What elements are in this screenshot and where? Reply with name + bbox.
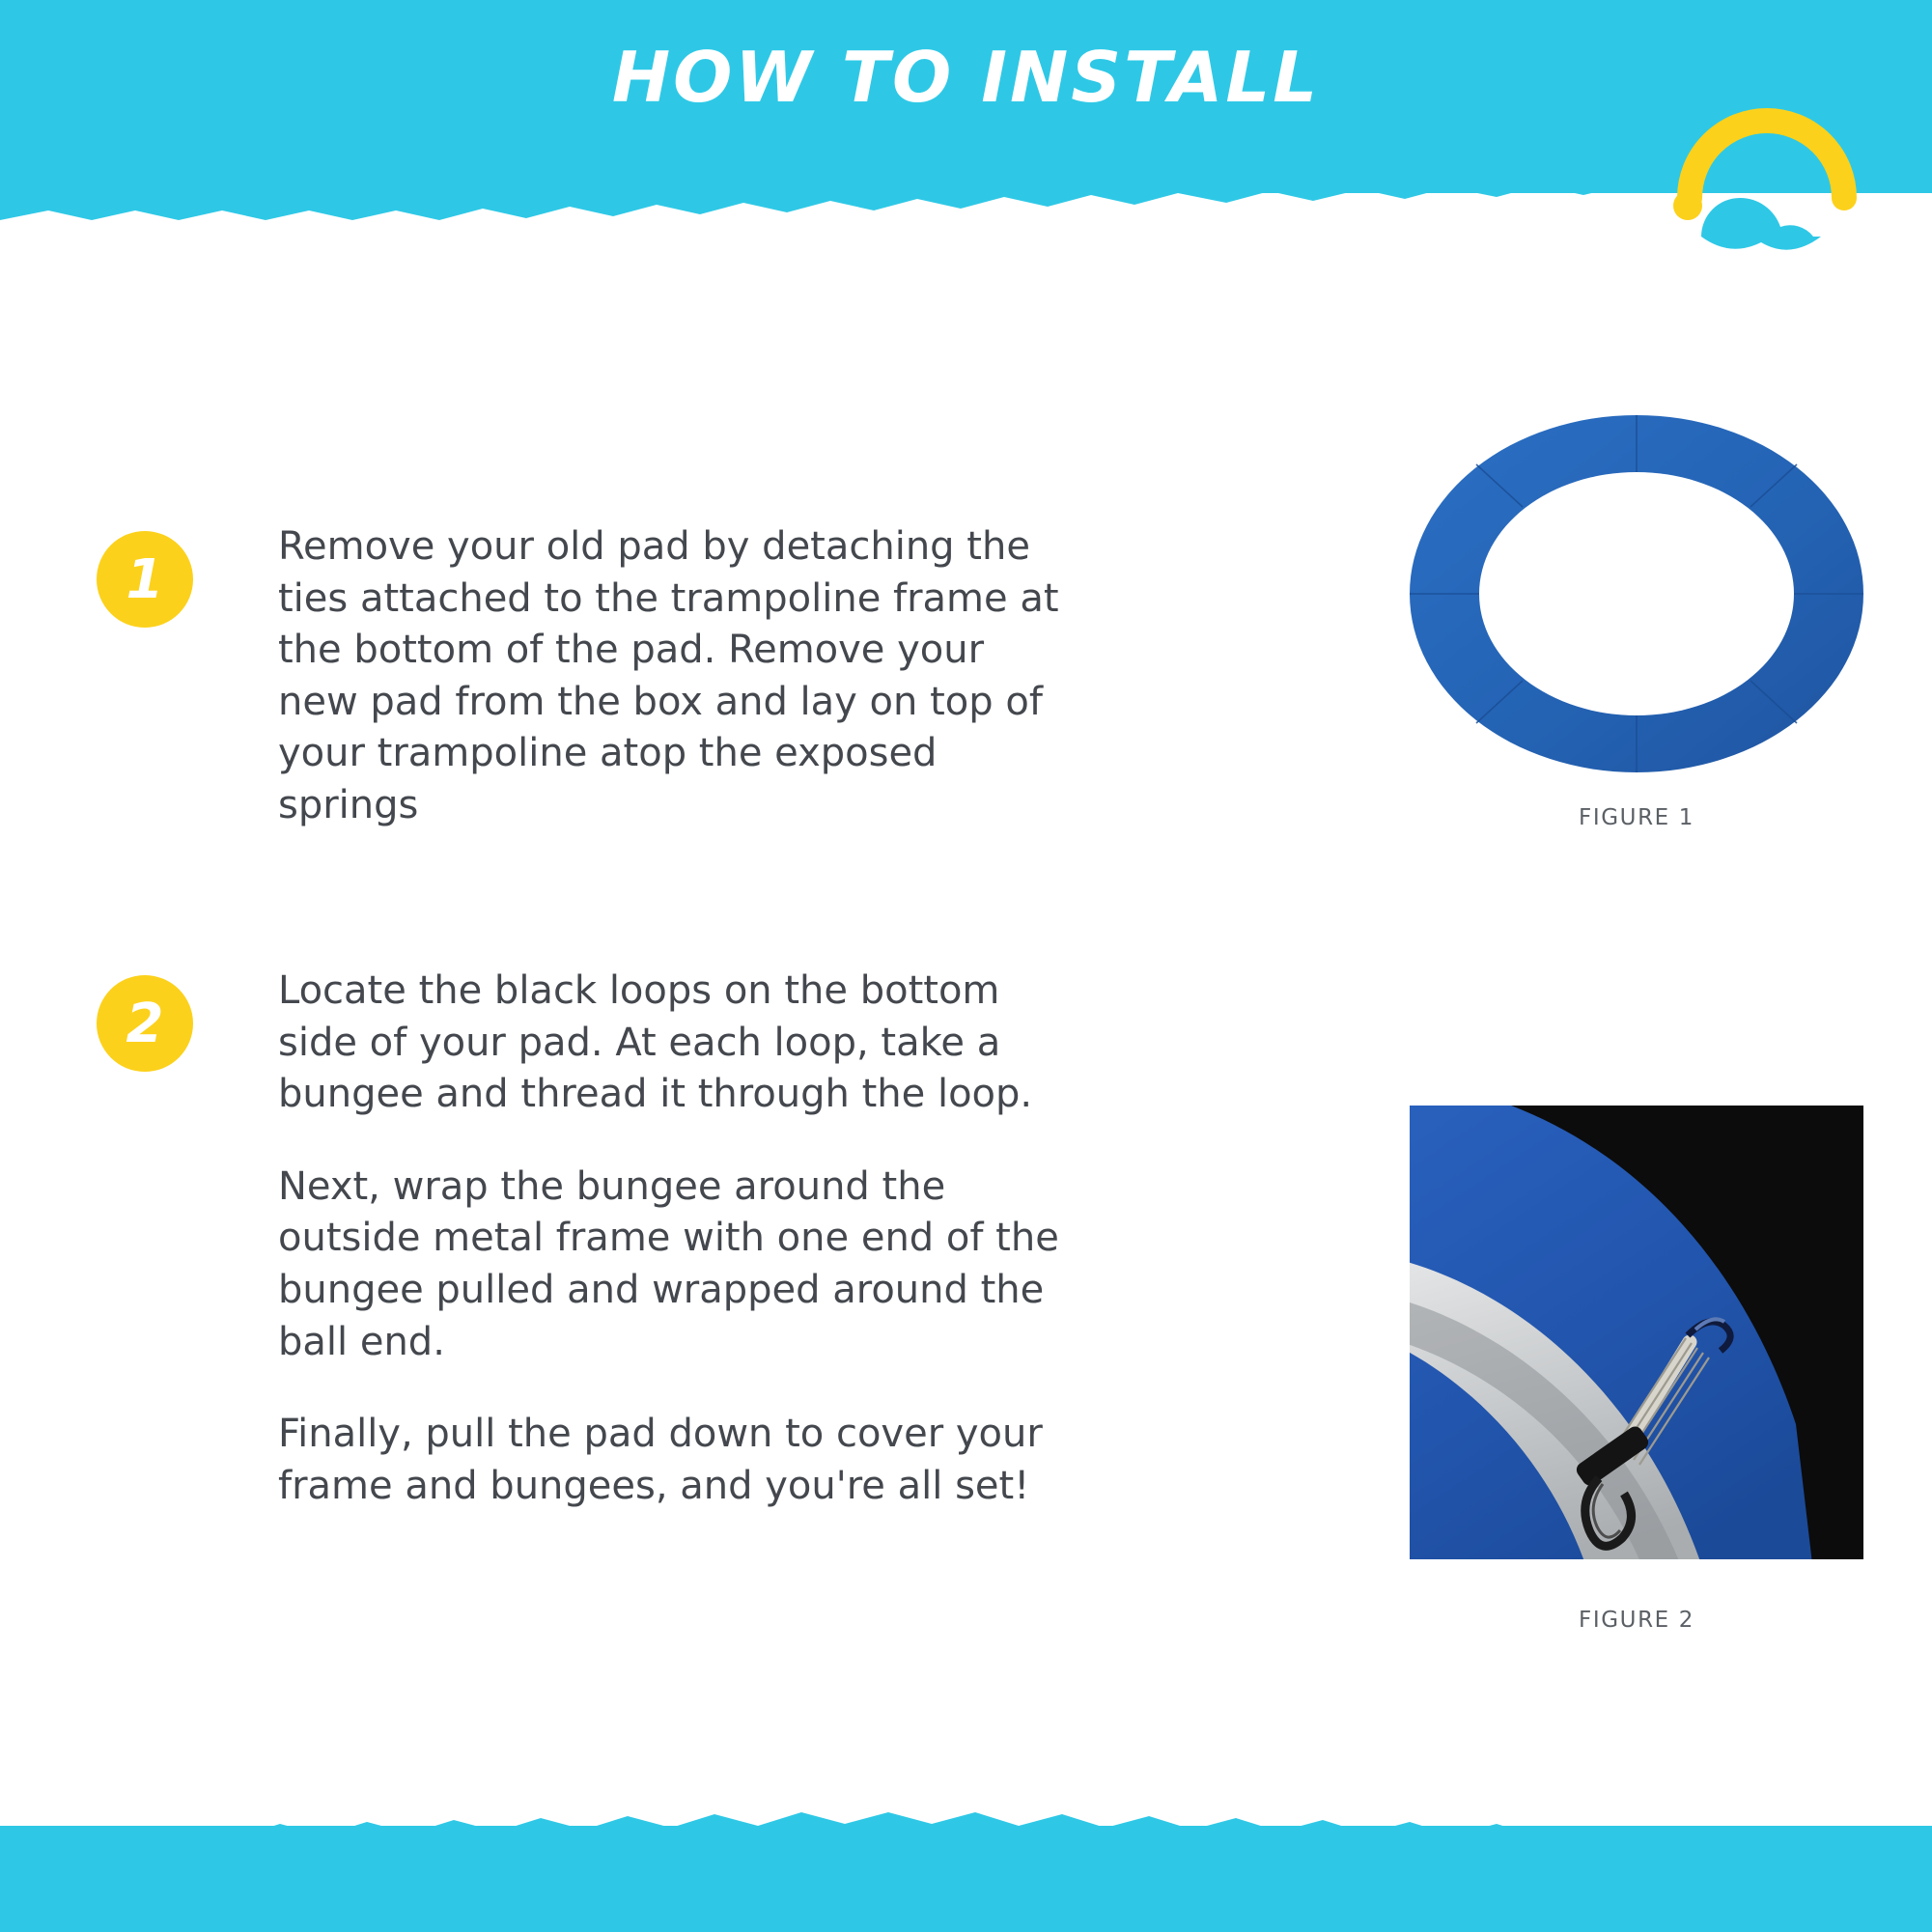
- page-title: HOW TO INSTALL: [611, 37, 1321, 118]
- step-2-body: [278, 966, 1081, 1512]
- step-2-paragraph-3: Finally, pull the pad down to cover your frame and bungees, and you're all set!: [278, 1412, 1043, 1508]
- step-2: [97, 966, 1081, 1512]
- figure-1: [1405, 410, 1868, 830]
- figure-2: [1410, 1106, 1863, 1633]
- trampoline-pad-ring-illustration: [1405, 410, 1868, 777]
- step-1: [97, 521, 1062, 832]
- header-banner: [0, 0, 1932, 193]
- step-1-body: [278, 521, 1062, 832]
- footer-banner: [0, 1826, 1932, 1932]
- step-2-paragraph-2: Next, wrap the bungee around the outside metal frame with one end of the bungee pulled and wrapped around the ball end.: [278, 1163, 1059, 1364]
- step-1-paragraph-1: Remove your old pad by detaching the ties attached to the trampoline frame at the bottom of the pad. Remove your new pad from the box and lay on top of your trampoline atop the exposed springs: [278, 524, 1059, 827]
- step-2-paragraph-1: Locate the black loops on the bottom side of your pad. At each loop, take a bungee and thread it through the loop.: [278, 968, 1033, 1117]
- sun-and-cloud-logo: [1661, 92, 1873, 266]
- sun-dot-icon: [1673, 191, 1702, 220]
- figure-2-photo: [1410, 1106, 1863, 1559]
- cloud-icon: [1701, 198, 1813, 237]
- step-1-number-badge: 1: [97, 531, 193, 628]
- step-2-number-badge: 2: [97, 975, 193, 1072]
- figure-1-caption: FIGURE 1: [1579, 805, 1694, 830]
- figure-2-caption: FIGURE 2: [1579, 1608, 1694, 1633]
